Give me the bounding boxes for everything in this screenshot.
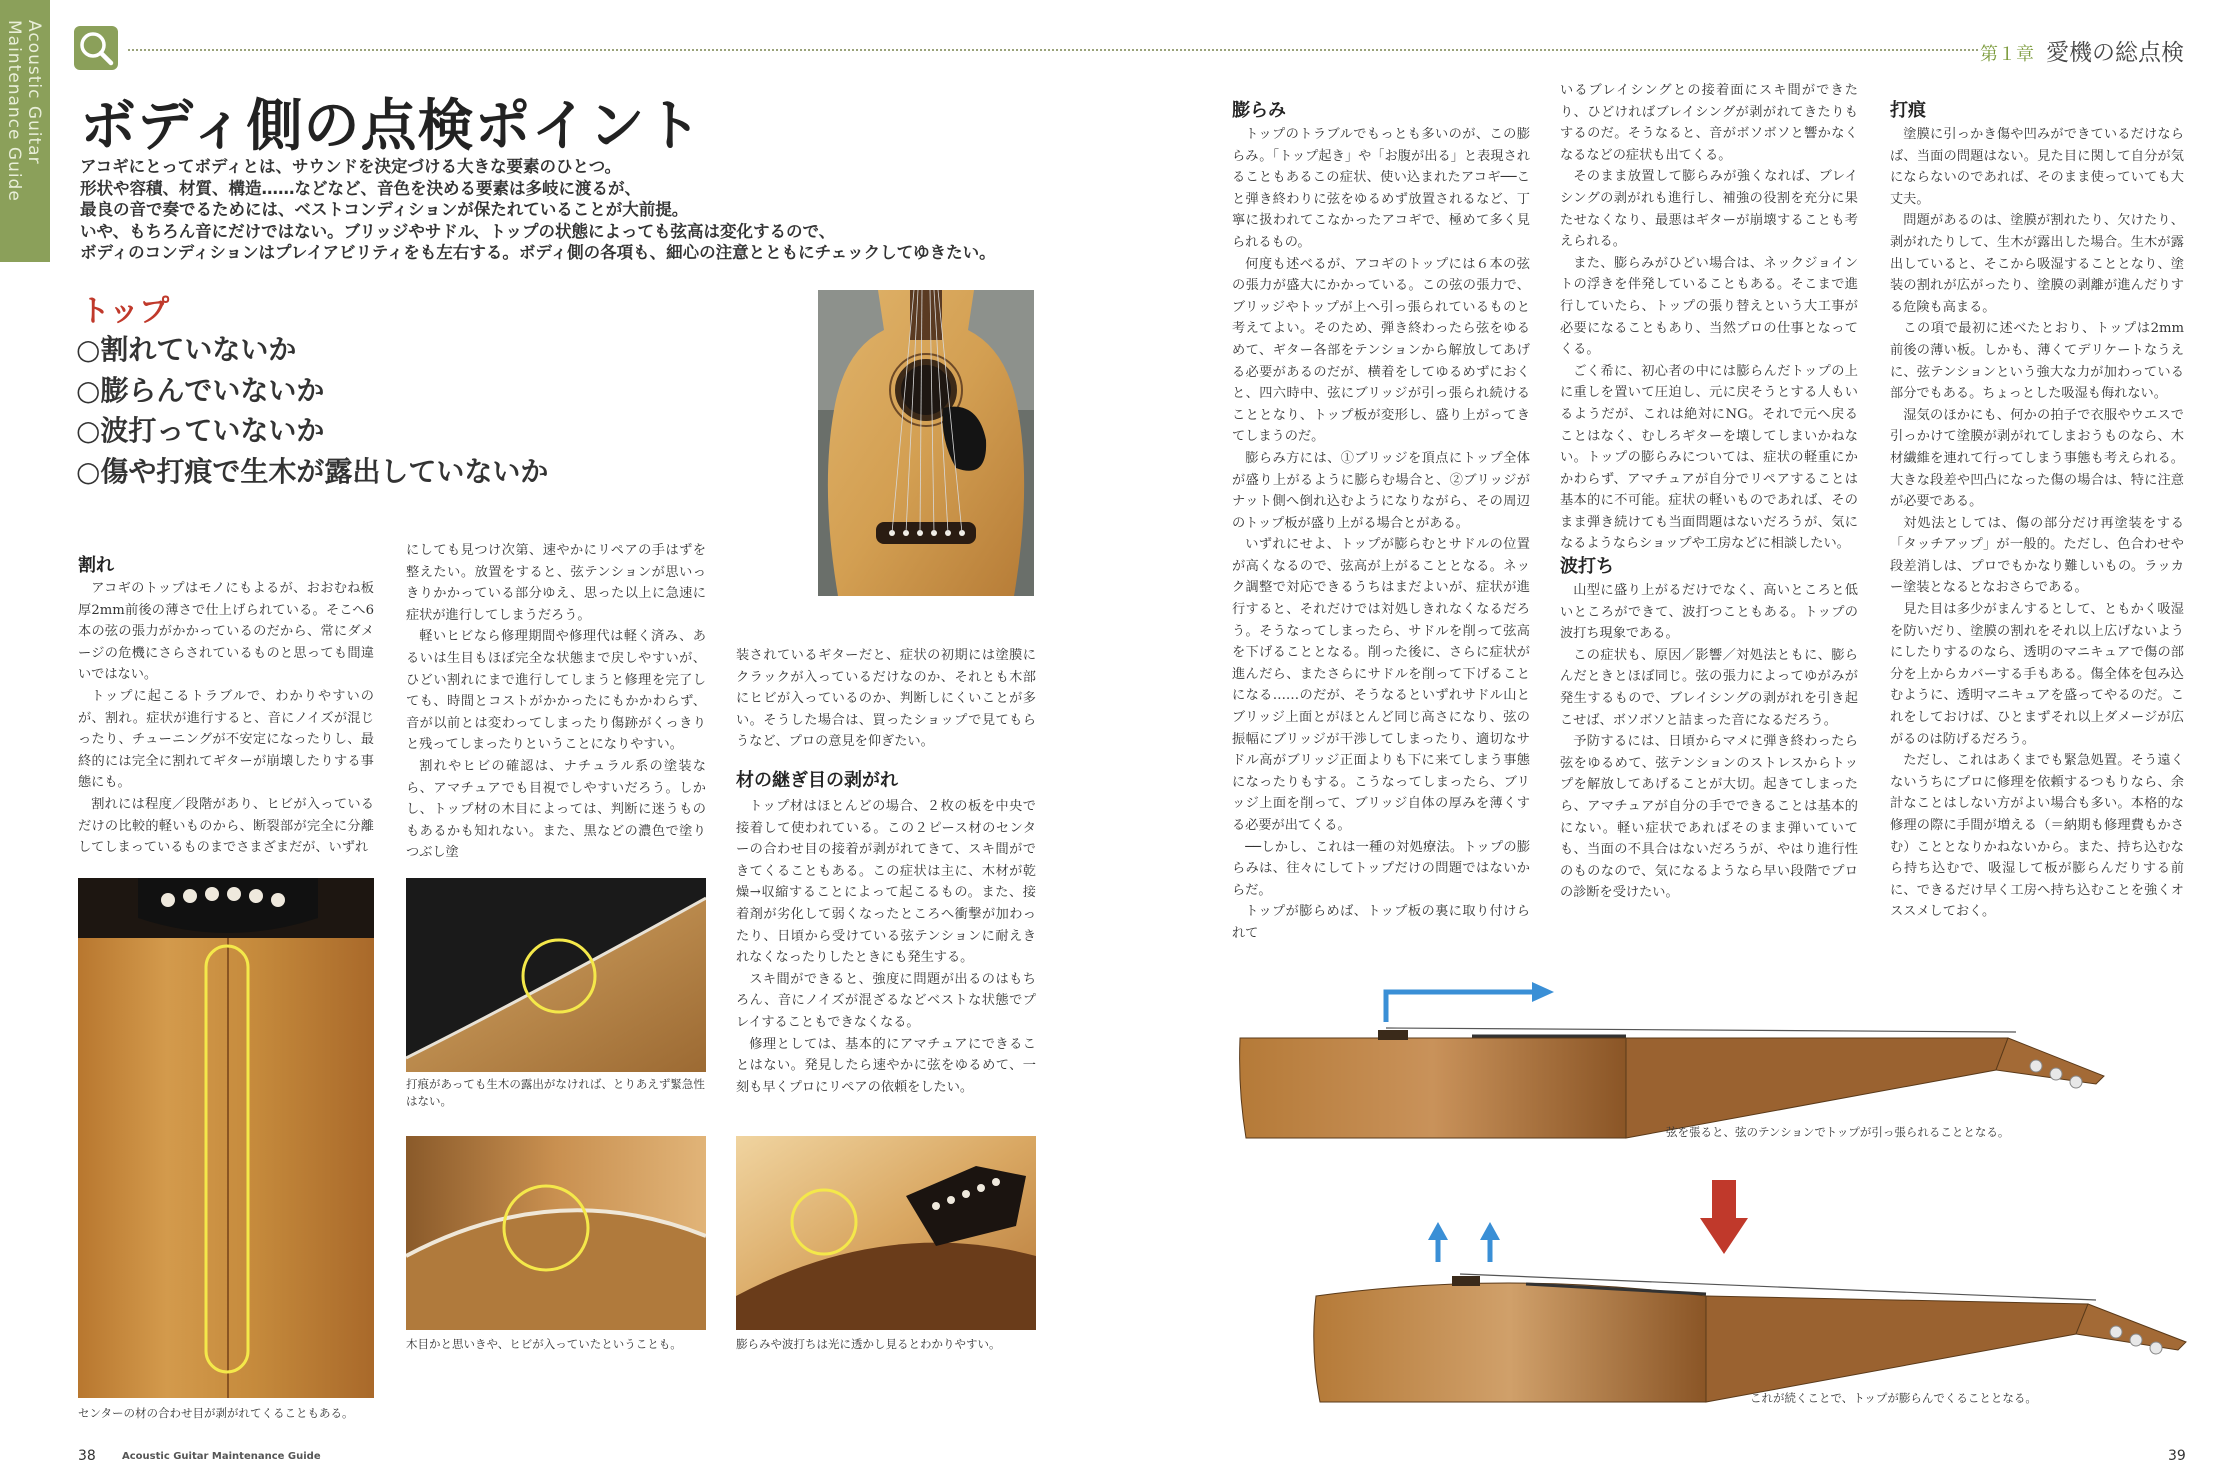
left-page-number: 38: [78, 1448, 96, 1464]
paragraph: 割れには程度／段階があり、ヒビが入っているだけの比較的軽いものから、断裂部が完全に分離してしまっているものまでさまざまだが、いずれ: [78, 796, 374, 856]
center-seam-photo: [78, 878, 374, 1398]
text-column: [736, 796, 1036, 1098]
paragraph: 湿気のほかにも、何かの拍子で衣服やウエスで引っかけて塗膜が剥がれてしまおうものなら、木材繊維を連れて行ってしまう事態も考えられる。大きな段差や凹凸になった傷の場合は、特に注意が必要である。: [1890, 407, 2184, 510]
text-column: [78, 578, 374, 859]
paragraph: 塗膜に引っかき傷や凹みができているだけならば、当面の問題はない。見た目に関して自分が気にならないのであれば、そのまま使っていても大丈夫。: [1890, 127, 2184, 207]
photo-caption: 膨らみや波打ちは光に透かし見るとわかりやすい。: [736, 1337, 1001, 1351]
paragraph: この項で最初に述べたとおり、トップは2mm前後の薄い板。しかも、薄くてデリケートなうえに、弦テンションという強大な力が加わっている部分でもある。ちょっとした吸湿も侮れない。: [1890, 321, 2184, 402]
text-column: [1560, 80, 1858, 555]
bulge-photo: [736, 1136, 1036, 1330]
text-column: [736, 645, 1036, 753]
lead-line: いや、もちろん音にだけではない。ブリッジやサドル、トップの状態によっても弦高は変化するので、: [80, 221, 836, 241]
paragraph: また、膨らみがひどい場合は、ネックジョイントの浮きを伴発していることもある。そこまで進行していたら、トップの張り替えという大工事が必要になることもあり、当然プロの仕事となってくる。: [1560, 255, 1858, 358]
paragraph: スキ間ができると、強度に問題が出るのはもちろん、音にノイズが混ざるなどベストな状態でプレイすることもできなくなる。: [736, 971, 1036, 1030]
section-heading-waving: 波打ち: [1560, 556, 1614, 577]
paragraph: いるブレイシングとの接着面にスキ間ができたり、ひどければブレイシングが剥がれてきたりもするのだ。そうなると、音がボソボソと響かなくなるなどの症状も出てくる。: [1560, 83, 1858, 163]
page-title: ボディ側の点検ポイント: [80, 94, 703, 159]
paragraph: 装されているギターだと、症状の初期には塗膜にクラックが入っているだけなのか、それとも木部にヒビが入っているのか、判断しにくいことが多い。そうした場合は、買ったショップで見てもらうなど、プロの意見を仰ぎたい。: [736, 648, 1036, 750]
paragraph: 膨らみ方には、①ブリッジを頂点にトップ全体が盛り上がるように膨らむ場合と、②ブリッジがナット側へ倒れ込むようになりながら、その周辺のトップ板が盛り上がる場合とがある。: [1232, 450, 1530, 531]
paragraph: 何度も述べるが、アコギのトップには６本の弦の張力が盛大にかかっている。この弦の張力で、ブリッジやトップが上へ引っ張られているものと考えてよい。そのため、弾き終わったら弦をゆるめて、ギター各部をテンションから解放してあげる必要があるのだが、横着をしてゆるめずにおくと、四六時中、弦にブリッジが引っ張られ続けることとなり、トップ板が変形し、盛り上がってきてしまうのだ。: [1232, 256, 1530, 445]
paragraph: この症状も、原因／影響／対処法ともに、膨らんだときとほぼ同じ。弦の張力によってゆがみが発生するもので、ブレイシングの剥がれを引き起こせば、ボソボソと詰まった音になるだろう。: [1560, 647, 1858, 728]
paragraph: 山型に盛り上がるだけでなく、高いところと低いところができて、波打つこともある。トップの波打ち現象である。: [1560, 583, 1858, 642]
lead-line: 形状や容積、材質、構造……などなど、音色を決める要素は多岐に渡るが、: [80, 178, 641, 198]
photo-caption: 木目かと思いきや、ヒビが入っていたということも。: [406, 1337, 682, 1351]
paragraph: トップに起こるトラブルで、わかりやすいのが、割れ。症状が進行すると、音にノイズが混じったり、チューニングが不安定になったりし、最終的には完全に割れてギターが崩壊したりする事態にも。: [78, 688, 374, 791]
paragraph: ──しかし、これは一種の対処療法。トップの膨らみは、往々にしてトップだけの問題ではないからだ。: [1232, 839, 1530, 898]
section-heading-bulge: 膨らみ: [1232, 100, 1286, 121]
text-column: [1560, 580, 1858, 904]
checklist-item: ○割れていないか: [76, 333, 297, 366]
chapter-title: 愛機の総点検: [2046, 40, 2184, 66]
paragraph: ただし、これはあくまでも緊急処置。そう遠くないうちにプロに修理を依頼するつもりなら、余計なことはしない方がよい場合も多い。本格的な修理の際に手間が増える（＝納期も修理費もかさむ）こととなりかねないから。また、持ち込むなら持ち込むで、吸湿して板が膨らんだりする前に、できるだけ早く工房へ持ち込むことを強くオススメしておく。: [1890, 753, 2184, 920]
dent-photo: [406, 878, 706, 1072]
lead-line: 最良の音で奏でるためには、ベストコンディションが保たれていることが大前提。: [80, 200, 689, 219]
paragraph: 見た目は多少がまんするとして、ともかく吸湿を防いだり、塗膜の割れをそれ以上広げないようにしたりするのなら、透明のマニキュアで傷の部分を上からカバーする手もある。傷全体を包み込むように、透明マニキュアを盛ってやるのだ。これをしておけば、ひとまずそれ以上ダメージが広がるのは防げるだろう。: [1890, 602, 2184, 747]
paragraph: トップのトラブルでもっとも多いのが、この膨らみ。「トップ起き」や「お腹が出る」と表現されることもあるこの症状、使い込まれたアコギ──こと弾き終わりに弦をゆるめず放置されるなど、丁寧に扱われてこなかったアコギで、極めて多く見られるもの。: [1232, 127, 1530, 250]
paragraph: ごく希に、初心者の中には膨らんだトップの上に重しを置いて圧迫し、元に戻そうとする人もいるようだが、これは絶対にNG。それで元へ戻ることはなく、むしろギターを壊してしまいかねない。トップの膨らみについては、症状の軽重にかかわらず、アマチュアが自分でリペアすることは基本的に不可能。症状の軽いものであれば、そのまま弾き続けても当面問題はないだろうが、気になるようならショップや工房などに相談したい。: [1560, 363, 1858, 552]
lead-line: ボディのコンディションはプレイアビリティをも左右する。ボディ側の各項も、細心の注意とともにチェックしてゆきたい。: [80, 243, 996, 262]
paragraph: 対処法としては、傷の部分だけ再塗装をする「タッチアップ」が一般的。ただし、色合わせや段差消しは、プロでもかなり難しいもの。ラッカー塗装となるとなおさらである。: [1890, 515, 2184, 596]
paragraph: にしても見つけ次第、速やかにリペアの手はずを整えたい。放置をすると、弦テンションが思いっきりかかっている部分ゆえ、思った以上に急速に症状が進行してしまうだろう。: [406, 543, 706, 623]
top-section-heading: トップ: [80, 294, 170, 329]
paragraph: 軽いヒビなら修理期間や修理代は軽く済み、あるいは生目もほぼ完全な状態まで戻しやすいが、ひどい割れにまで進行してしまうと修理を完了しても、時間とコストがかかったにもかかわらず、音が以前とは変わってしまったり傷跡がくっきりと残ってしまったりということになりやすい。: [406, 629, 706, 753]
checklist-item: ○波打っていないか: [76, 414, 325, 447]
paragraph: 割れやヒビの確認は、ナチュラル系の塗装なら、アマチュアでも目視でしやすいだろう。しかし、トップ材の木目によっては、判断に迷うものもあるかも知れない。また、黒などの濃色で塗りつぶし塗: [406, 758, 706, 861]
chapter-number: 第１章: [1980, 44, 2034, 65]
text-column: [1232, 124, 1530, 945]
header-dotted-rule: [128, 49, 1978, 51]
paragraph: そのまま放置して膨らみが強くなれば、ブレイシングの剥がれも進行し、補強の役割を充分に果たせなくなり、最悪はギターが崩壊することも考えられる。: [1560, 169, 1858, 250]
section-heading-crack: 割れ: [78, 555, 114, 576]
paragraph: アコギのトップはモノにもよるが、おおむね板厚2mm前後の薄さで仕上げられている。そこへ6本の弦の張力がかかっているのだから、常にダメージの危機にさらされているものと思っても間違いではない。: [78, 581, 374, 683]
diagram-caption: 弦を張ると、弦のテンションでトップが引っ張られることとなる。: [1666, 1125, 2010, 1139]
paragraph: 問題があるのは、塗膜が割れたり、欠けたり、剥がれたりして、生木が露出した場合。生木が露出していると、そこから吸湿することとなり、塗装の割れが広がったり、塗膜の剥離が進んだりする危険も高まる。: [1890, 213, 2184, 315]
section-heading-seam: 材の継ぎ目の剥がれ: [736, 770, 898, 791]
text-column: [406, 540, 706, 864]
right-page-number: 39: [2168, 1448, 2186, 1464]
paragraph: 修理としては、基本的にアマチュアにできることはない。発見したら速やかに弦をゆるめて、一刻も早くプロにリペアの依頼をしたい。: [736, 1036, 1036, 1095]
lead-paragraph: [80, 156, 1060, 264]
paragraph: トップ材はほとんどの場合、２枚の板を中央で接着して使われている。この２ピース材のセンターの合わせ目の接着が剥がれてきて、スキ間ができてくることもある。この症状は主に、木材が乾燥→収縮することによって起こるもの。また、接着剤が劣化して弱くなったところへ衝撃が加わったり、日頃から受けている弦テンションに耐えきれなくなったりしたときにも発生する。: [736, 799, 1036, 966]
photo-caption: 打痕があっても生木の露出がなければ、とりあえず緊急性はない。: [406, 1077, 705, 1108]
chapter-header: [1980, 34, 2184, 67]
section-heading-dent: 打痕: [1890, 100, 1926, 121]
diagram-caption: これが続くことで、トップが膨らんでくることとなる。: [1750, 1391, 2037, 1405]
grain-crack-photo: [406, 1136, 706, 1330]
paragraph: いずれにせよ、トップが膨らむとサドルの位置が高くなるので、弦高が上がることとなる。ネック調整で対応できるうちはまだよいが、症状が進行すると、それだけでは対処しきれなくなるだろう。そうなってしまったら、サドルを削って弦高を下げることとなる。削った後に、さらに症状が進んだら、またさらにサドルを削って下げることになる……のだが、そうなるといずれサドル山とブリッジ上面とがほとんど同じ高さになり、弦の振幅にブリッジが干渉してしまったり、適切なサドル高がブリッジ正面よりも下に来てしまう事態になったりもする。こうなってしまったら、ブリッジ上面を削って、ブリッジ自体の厚みを薄くする必要が出てくる。: [1232, 537, 1530, 833]
checklist-item: ○傷や打痕で生木が露出していないか: [76, 454, 549, 488]
paragraph: 予防するには、日頃からマメに弾き終わったら弦をゆるめて、弦テンションのストレスからトップを解放してあげることが大切。起きてしまったら、アマチュアが自分の手でできることは基本的にない。軽い症状であればそのまま弾いていても、当面の不具合はないだろうが、やはり進行性のものなので、気になるようなら早い段階でプロの診断を受けたい。: [1560, 734, 1858, 901]
photo-caption: センターの材の合わせ目が剥がれてくることもある。: [78, 1406, 354, 1420]
book-title: Acoustic Guitar Maintenance Guide: [122, 1451, 321, 1462]
guitar-front-photo: [818, 290, 1034, 596]
checklist: [76, 330, 548, 492]
lead-line: アコギにとってボディとは、サウンドを決定づける大きな要素のひとつ。: [80, 157, 622, 176]
guitar-bulge-diagram: [1306, 1180, 2206, 1410]
paragraph: トップが膨らめば、トップ板の裏に取り付けられて: [1232, 904, 1530, 941]
sidebar-vertical-text: Acoustic Guitar Maintenance Guide: [4, 20, 44, 202]
magnifier-icon: [74, 26, 118, 70]
text-column: [1890, 124, 2184, 923]
checklist-item: ○膨らんでいないか: [76, 373, 325, 407]
